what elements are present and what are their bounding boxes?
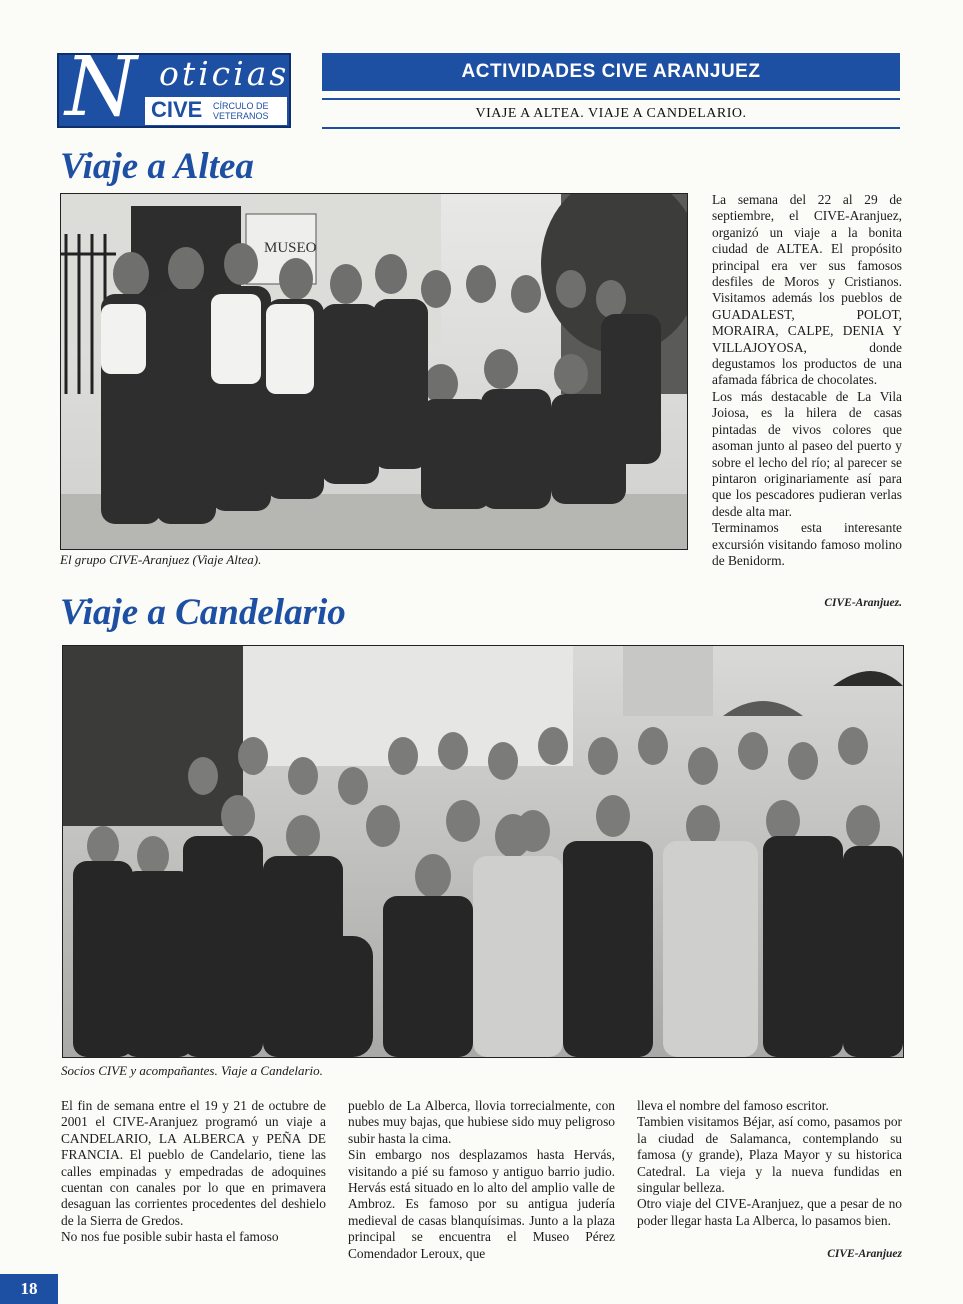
altea-title: Viaje a Altea	[60, 146, 254, 187]
candelario-paragraph: Sin embargo nos desplazamos hasta Hervás, visitando a pié su famoso y antiguo barrio judio. Hervás está situado en lo alto del amplio valle de Ambroz. Es famoso por su antigua judería medieval de casas blanquísimas. Junto a la plaza principal se encuentra el Museo Pérez Comendador Leroux, que	[348, 1147, 615, 1261]
header-subtitle: VIAJE A ALTEA. VIAJE A CANDELARIO.	[475, 106, 747, 121]
candelario-paragraph: Otro viaje del CIVE-Aranjuez, que a pesar de no poder llegar hasta La Alberca, lo pasamos bien.	[637, 1196, 902, 1228]
header-rule-top	[322, 98, 900, 100]
logo-brand: CIVE	[151, 97, 203, 122]
logo-title: oticias	[159, 54, 290, 93]
candelario-signature: CIVE-Aranjuez	[827, 1248, 902, 1260]
altea-paragraph: Los más destacable de La Vila Joiosa, es la hilera de casas pintadas de vivos colores que asoman junto al paseo del puerto y sobre el lecho del río; al parecer se pintaron originariamente así para que los pescadores pudieran verlas desde alta mar.	[712, 388, 902, 519]
candelario-photo-illustration	[63, 646, 903, 1057]
noticias-cive-logo	[57, 40, 291, 135]
logo-initial: N	[65, 40, 137, 135]
logo-subtitle	[213, 101, 285, 121]
candelario-photo-caption: Socios CIVE y acompañantes. Viaje a Candelario.	[61, 1063, 323, 1078]
altea-article-text	[712, 192, 902, 569]
candelario-paragraph: pueblo de La Alberca, llovia torrecialmente, con nubes muy bajas, que hubiese sido muy peligroso subir hasta la cima.	[348, 1098, 615, 1146]
candelario-column-3	[637, 1098, 902, 1229]
candelario-column-1	[61, 1098, 326, 1246]
candelario-paragraph: El fin de semana entre el 19 y 21 de octubre de 2001 el CIVE-Aranjuez programó un viaje a CANDELARIO, LA ALBERCA y PEÑA DE FRANCIA. El pueblo de Candelario, tiene las calles empinadas y empedradas de adoquines cuentan con canales por lo que en primavera desaguan las corrientes procedentes del deshielo de la Sierra de Gredos.	[61, 1098, 326, 1228]
altea-signature: CIVE-Aranjuez.	[824, 597, 902, 609]
logo-sub-line1: CÍRCULO DE	[213, 101, 269, 111]
candelario-column-2	[348, 1098, 615, 1262]
museo-sign: MUSEO	[264, 240, 317, 256]
candelario-paragraph: Tambien visitamos Béjar, así como, pasamos por la ciudad de Salamanca, contemplando su famosa (y grande), Plaza Mayor y su historica Catedral. La vieja y la nueva fundidas en singular belleza.	[637, 1114, 902, 1196]
candelario-paragraph: No nos fue posible subir hasta el famoso	[61, 1229, 279, 1245]
candelario-title: Viaje a Candelario	[60, 592, 346, 633]
candelario-group-photo	[62, 645, 904, 1058]
altea-group-photo	[60, 193, 688, 550]
section-header: ACTIVIDADES CIVE ARANJUEZ	[322, 53, 900, 91]
altea-photo-caption: El grupo CIVE-Aranjuez (Viaje Altea).	[60, 552, 262, 567]
logo-strip	[145, 97, 287, 125]
candelario-paragraph: lleva el nombre del famoso escritor.	[637, 1098, 829, 1113]
altea-paragraph: Terminamos esta interesante excursión visitando famoso molino de Benidorm.	[712, 520, 902, 568]
page-number: 18	[0, 1274, 58, 1304]
logo-sub-line2: VETERANOS	[213, 111, 269, 121]
altea-photo-illustration	[61, 194, 687, 549]
altea-paragraph: La semana del 22 al 29 de septiembre, el CIVE-Aranjuez, organizó un viaje a la bonita ciudad de ALTEA. El propósito principal era ver sus famosos desfiles de Moros y Cristianos. Visitamos además los pueblos de GUADALEST, POLOT, MORAIRA, CALPE, DENIA Y VILLAJOYOSA, donde degustamos los productos de una afamada fábrica de chocolates.	[712, 192, 902, 388]
header-rule-bottom	[322, 127, 900, 129]
